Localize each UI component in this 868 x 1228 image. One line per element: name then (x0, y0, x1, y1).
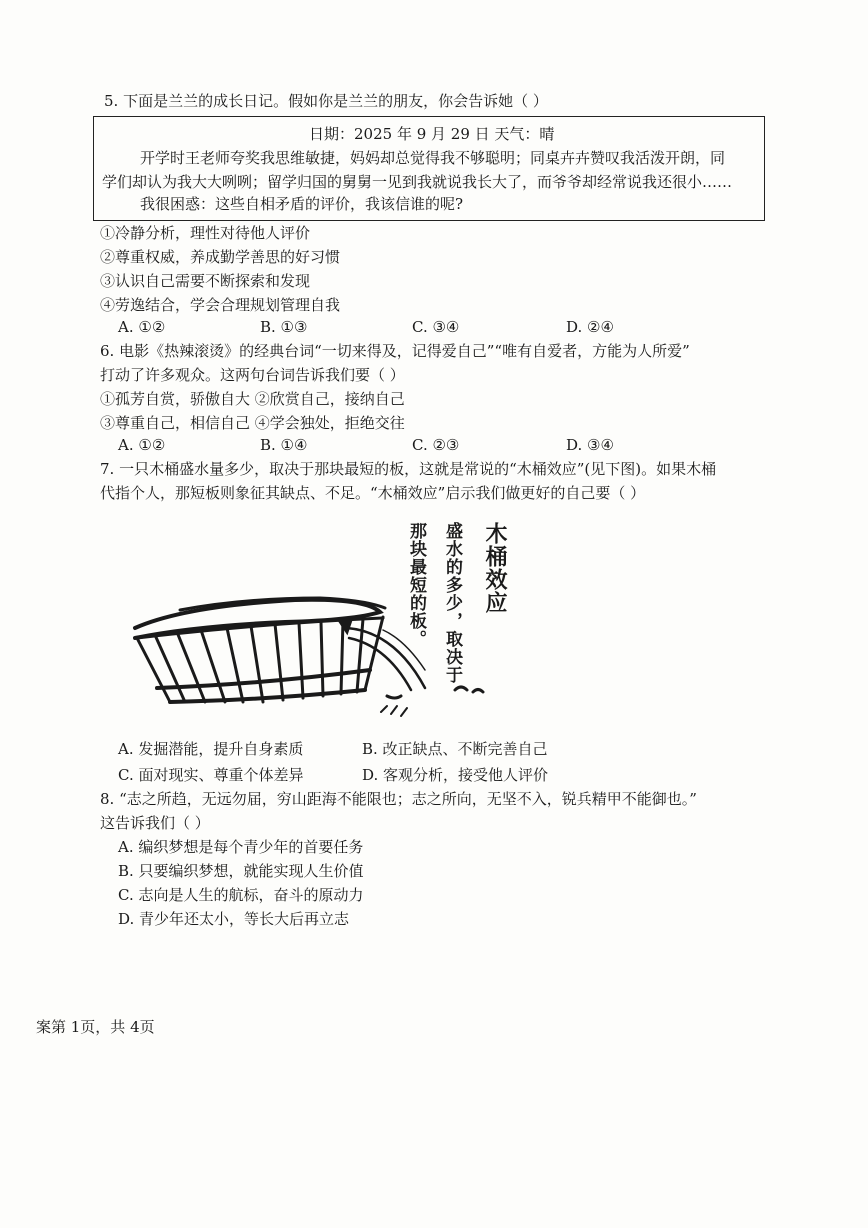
q5-option-b[interactable]: B. ①③ (260, 318, 308, 336)
q6-stem-line-1: 6. 电影《热辣滚烫》的经典台词“一切来得及，记得爱自己”“唯有自爱者，方能为人所爱” (100, 342, 690, 360)
diary-header: 日期：2025 年 9 月 29 日 天气：晴 (309, 125, 555, 143)
q6-option-a[interactable]: A. ①② (118, 436, 166, 454)
q6-stem-line-2: 打动了许多观众。这两句台词告诉我们要（ ） (100, 366, 405, 384)
q5-item-1: ①冷静分析，理性对待他人评价 (100, 224, 311, 242)
q6-items-line-1: ①孤芳自赏，骄傲自大 ②欣赏自己，接纳自己 (100, 390, 405, 408)
q6-items-line-2: ③尊重自己，相信自己 ④学会独处，拒绝交往 (100, 414, 405, 432)
q5-option-c[interactable]: C. ③④ (412, 318, 460, 336)
diary-line-3: 我很困惑：这些自相矛盾的评价，我该信谁的呢? (140, 195, 464, 213)
wooden-bucket-illustration (125, 520, 535, 725)
q7-option-c[interactable]: C. 面对现实、尊重个体差异 (118, 766, 304, 784)
q8-stem-line-2: 这告诉我们（ ） (100, 814, 210, 832)
figure-caption-col-2: 那块最短的板。 (406, 522, 426, 648)
q5-stem: 5. 下面是兰兰的成长日记。假如你是兰兰的朋友，你会告诉她（ ） (104, 92, 548, 110)
q8-option-b[interactable]: B. 只要编织梦想，就能实现人生价值 (118, 862, 364, 880)
q6-option-c[interactable]: C. ②③ (412, 436, 460, 454)
figure-caption-col-1: 盛水的多少，取决于 (442, 522, 462, 684)
q7-stem-line-1: 7. 一只木桶盛水量多少，取决于那块最短的板，这就是常说的“木桶效应”(见下图)。如果木桶 (100, 460, 717, 478)
figure-title-vertical: 木桶效应 (482, 522, 507, 614)
q7-option-b[interactable]: B. 改正缺点、不断完善自己 (362, 740, 548, 758)
wooden-bucket-figure (125, 520, 535, 725)
diary-line-2: 学们却认为我大大咧咧；留学归国的舅舅一见到我就说我长大了，而爷爷却经常说我还很小…… (102, 173, 733, 191)
q8-option-d[interactable]: D. 青少年还太小，等长大后再立志 (118, 910, 350, 928)
q7-stem-line-2: 代指个人，那短板则象征其缺点、不足。“木桶效应”启示我们做更好的自己要（ ） (100, 484, 646, 502)
q7-option-d[interactable]: D. 客观分析，接受他人评价 (362, 766, 549, 784)
q5-item-4: ④劳逸结合，学会合理规划管理自我 (100, 296, 341, 314)
q8-stem-line-1: 8. “志之所趋，无远勿届，穷山距海不能限也；志之所向，无坚不入，锐兵精甲不能御也。” (100, 790, 697, 808)
q5-option-a[interactable]: A. ①② (118, 318, 166, 336)
q5-item-2: ②尊重权威，养成勤学善思的好习惯 (100, 248, 341, 266)
q6-option-d[interactable]: D. ③④ (566, 436, 614, 454)
q8-option-c[interactable]: C. 志向是人生的航标，奋斗的原动力 (118, 886, 364, 904)
diary-line-1: 开学时王老师夸奖我思维敏捷，妈妈却总觉得我不够聪明；同桌卉卉赞叹我活泼开朗，同 (140, 149, 726, 167)
q6-option-b[interactable]: B. ①④ (260, 436, 308, 454)
q5-option-d[interactable]: D. ②④ (566, 318, 614, 336)
diary-box (93, 116, 765, 221)
page-footer: 案第 1页，共 4页 (36, 1018, 155, 1036)
q8-option-a[interactable]: A. 编织梦想是每个青少年的首要任务 (118, 838, 364, 856)
q5-item-3: ③认识自己需要不断探索和发现 (100, 272, 311, 290)
q7-option-a[interactable]: A. 发掘潜能，提升自身素质 (118, 740, 304, 758)
